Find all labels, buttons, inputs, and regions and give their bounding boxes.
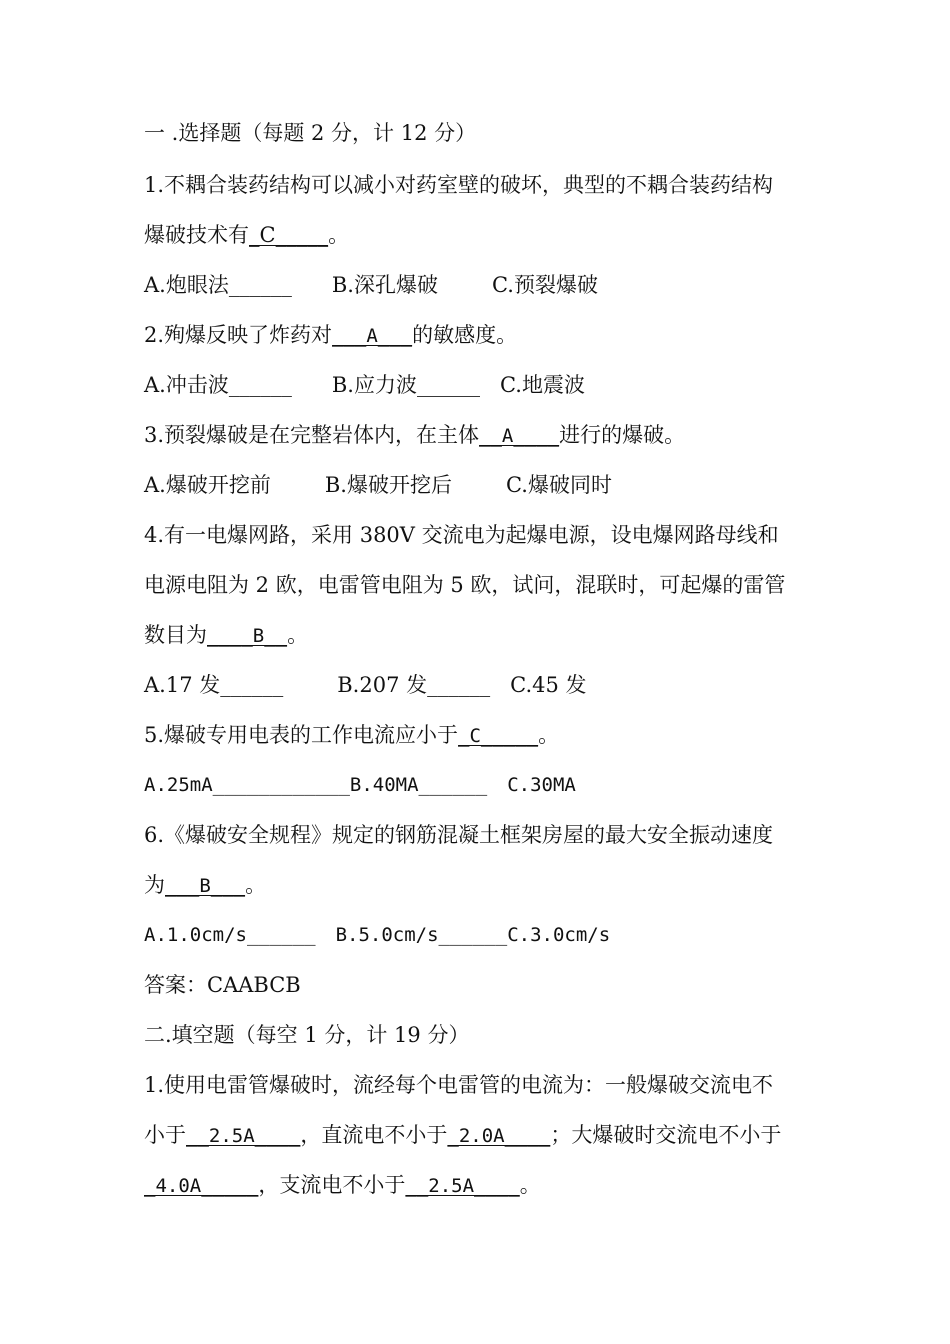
q3-answer-blank: __A____ <box>479 425 560 447</box>
q1-stem-line2 <box>144 222 349 248</box>
fill-q1-line1: 1.使用电雷管爆破时，流经每个电雷管的电流为：一般爆破交流电不 <box>144 1073 774 1097</box>
q2-option-b: B.应力波______ <box>331 373 480 397</box>
fill-q1-blank-3: _4.0A_____ <box>144 1175 259 1197</box>
q6-options <box>144 922 610 948</box>
q3-option-c: C.爆破同时 <box>505 473 612 497</box>
fill-q1-blank-4: __2.5A____ <box>405 1175 520 1197</box>
q5-stem <box>144 722 559 749</box>
q2-options <box>144 372 585 398</box>
q3-stem-prefix: 3.预裂爆破是在完整岩体内，在主体 <box>144 423 480 447</box>
fill-q1-blank-1: __2.5A____ <box>186 1125 301 1147</box>
q4-option-a: A.17 发______ <box>144 673 284 697</box>
q4-stem-line1: 4.有一电爆网路，采用 380V 交流电为起爆电源，设电爆网路母线和 <box>144 523 779 547</box>
q2-stem-prefix: 2.殉爆反映了炸药对 <box>144 323 333 347</box>
q4-option-b: B.207 发______ <box>337 673 491 697</box>
q1-options <box>144 272 598 298</box>
q4-option-c: C.45 发 <box>510 673 587 697</box>
q4-stem-line2: 电源电阻为 2 欧，电雷管电阻为 5 欧，试问，混联时，可起爆的雷管 <box>144 573 786 597</box>
q2-option-a: A.冲击波______ <box>144 373 292 397</box>
q6-option-a: A.1.0cm/s______ <box>144 924 316 946</box>
fill-q1-line2 <box>144 1122 781 1149</box>
q4-stem-suffix: 。 <box>287 623 309 647</box>
q4-stem-prefix: 数目为 <box>144 623 207 647</box>
q3-option-b: B.爆破开挖后 <box>324 473 452 497</box>
q6-answer-blank: ___B___ <box>165 875 246 897</box>
fill-q1-text-f: 。 <box>519 1173 541 1197</box>
q5-options <box>144 772 576 798</box>
q1-option-b: B.深孔爆破 <box>331 273 438 297</box>
section2-heading: 二.填空题（每空 1 分，计 19 分） <box>144 1023 470 1047</box>
q6-stem-prefix: 为 <box>144 873 165 897</box>
q6-stem-line2 <box>144 872 266 899</box>
q2-option-c: C.地震波 <box>499 373 585 397</box>
q4-options <box>144 672 587 698</box>
q3-stem-suffix: 进行的爆破。 <box>559 423 686 447</box>
q4-stem-line3 <box>144 622 308 649</box>
answer-key: 答案：CAABCB <box>144 973 301 997</box>
q1-stem-suffix: 。 <box>328 223 350 247</box>
q6-option-c: C.3.0cm/s <box>507 924 611 946</box>
q1-stem-prefix: 爆破技术有 <box>144 223 249 247</box>
q1-stem-line1: 1.不耦合装药结构可以减小对药室壁的破坏，典型的不耦合装药结构 <box>144 173 774 197</box>
q5-option-c: C.30MA <box>507 774 576 796</box>
q5-stem-suffix: 。 <box>538 723 560 747</box>
q2-stem-suffix: 的敏感度。 <box>412 323 518 347</box>
q5-stem-prefix: 5.爆破专用电表的工作电流应小于 <box>144 723 459 747</box>
q2-stem <box>144 322 517 349</box>
q5-option-a: A.25mA____________ <box>144 774 350 796</box>
fill-q1-text-c: ，直流电不小于 <box>300 1123 448 1147</box>
q1-option-c: C.预裂爆破 <box>491 273 598 297</box>
q4-answer-blank: ____B__ <box>207 625 288 647</box>
q5-answer-blank: _C_____ <box>458 725 539 747</box>
q6-stem-suffix: 。 <box>245 873 267 897</box>
fill-q1-line3 <box>144 1172 541 1199</box>
fill-q1-text-a: 小于 <box>144 1123 186 1147</box>
q1-answer-blank: _C_____ <box>249 223 329 247</box>
section1-heading: 一 .选择题（每题 2 分，计 12 分） <box>144 121 477 145</box>
q5-option-b: B.40MA______ <box>349 774 488 796</box>
q3-option-a: A.爆破开挖前 <box>144 473 271 497</box>
q6-stem-line1: 6.《爆破安全规程》规定的钢筋混凝土框架房屋的最大安全振动速度 <box>144 823 774 847</box>
q3-options <box>144 472 612 498</box>
fill-q1-text-d: ；大爆破时交流电不小于 <box>550 1123 782 1147</box>
q3-stem <box>144 422 685 449</box>
q1-option-a: A.炮眼法______ <box>144 273 292 297</box>
q6-option-b: B.5.0cm/s______ <box>335 924 508 946</box>
q2-answer-blank: ___A___ <box>332 325 413 347</box>
fill-q1-text-e: ，支流电不小于 <box>258 1173 406 1197</box>
fill-q1-blank-2: _2.0A____ <box>447 1125 551 1147</box>
